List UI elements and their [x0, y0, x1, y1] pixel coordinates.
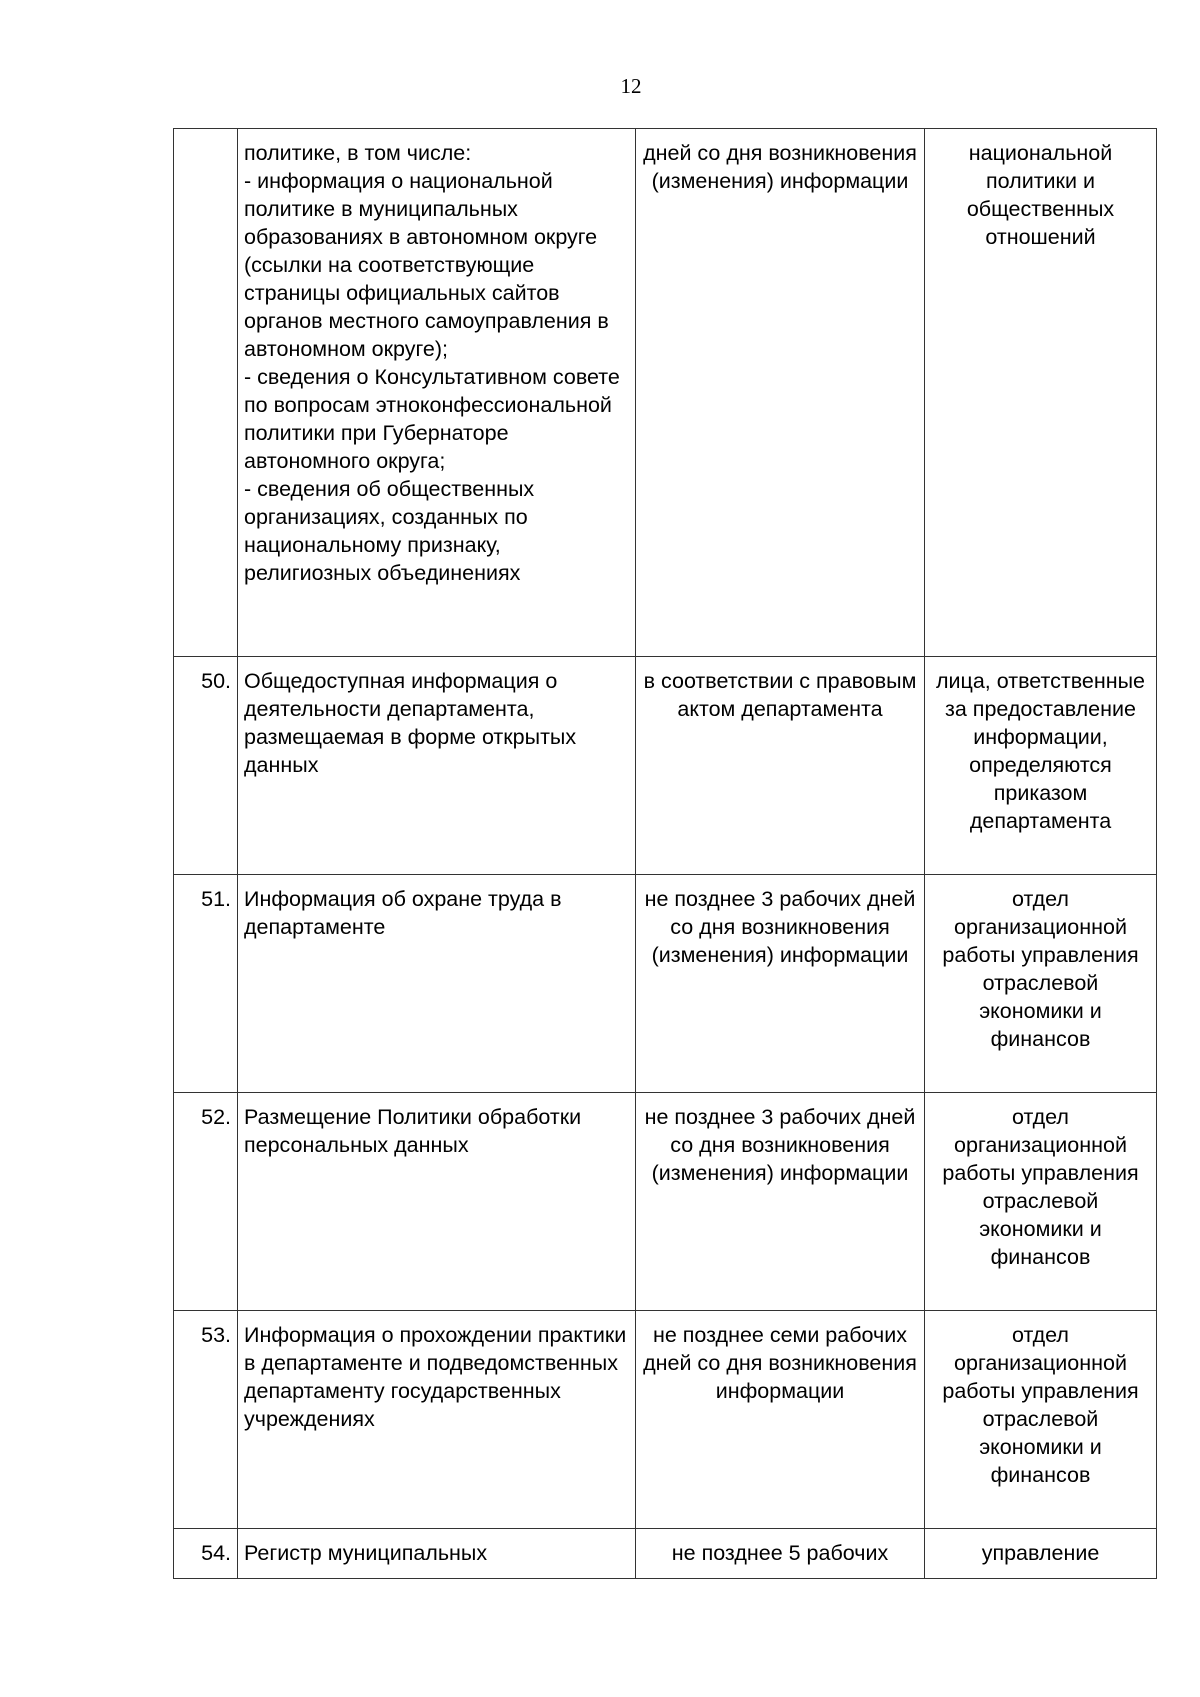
table-row	[174, 1093, 1157, 1311]
row-responsible: отдел организационной работы управления отраслевой экономики и финансов	[925, 875, 1157, 1093]
row-number	[174, 129, 238, 657]
row-term: дней со дня возникновения (изменения) информации	[636, 129, 925, 657]
row-responsible: управление	[925, 1529, 1157, 1579]
row-responsible: отдел организационной работы управления отраслевой экономики и финансов	[925, 1093, 1157, 1311]
row-responsible: национальной политики и общественных отношений	[925, 129, 1157, 657]
row-description: Общедоступная информация о деятельности департамента, размещаемая в форме открытых данных	[238, 657, 636, 875]
row-responsible: отдел организационной работы управления отраслевой экономики и финансов	[925, 1311, 1157, 1529]
row-number: 51.	[174, 875, 238, 1093]
row-term: не позднее семи рабочих дней со дня возникновения информации	[636, 1311, 925, 1529]
row-number: 54.	[174, 1529, 238, 1579]
row-term: не позднее 3 рабочих дней со дня возникновения (изменения) информации	[636, 875, 925, 1093]
row-term: не позднее 5 рабочих	[636, 1529, 925, 1579]
table-row	[174, 1529, 1157, 1579]
table-row	[174, 875, 1157, 1093]
row-number: 50.	[174, 657, 238, 875]
table-row	[174, 657, 1157, 875]
row-term: в соответствии с правовым актом департамента	[636, 657, 925, 875]
page-number: 12	[620, 74, 642, 98]
row-description: Регистр муниципальных	[238, 1529, 636, 1579]
row-number: 52.	[174, 1093, 238, 1311]
row-description: Информация об охране труда в департаменте	[238, 875, 636, 1093]
row-description: Информация о прохождении практики в департаменте и подведомственных департаменту государственных учреждениях	[238, 1311, 636, 1529]
row-description: политике, в том числе: - информация о национальной политике в муниципальных образованиях в автономном округе (ссылки на соответствующие страницы официальных сайтов органов местного самоуправления в автономном округе); - сведения о Консультативном совете по вопросам этноконфессиональной политики при Губернаторе автономного округа; - сведения об общественных организациях, созданных по национальному признаку, религиозных объединениях	[238, 129, 636, 657]
row-description: Размещение Политики обработки персональных данных	[238, 1093, 636, 1311]
table-row	[174, 129, 1157, 657]
table-row	[174, 1311, 1157, 1529]
information-table	[173, 128, 1157, 1579]
row-number: 53.	[174, 1311, 238, 1529]
row-responsible: лица, ответственные за предоставление информации, определяются приказом департамента	[925, 657, 1157, 875]
row-term: не позднее 3 рабочих дней со дня возникновения (изменения) информации	[636, 1093, 925, 1311]
